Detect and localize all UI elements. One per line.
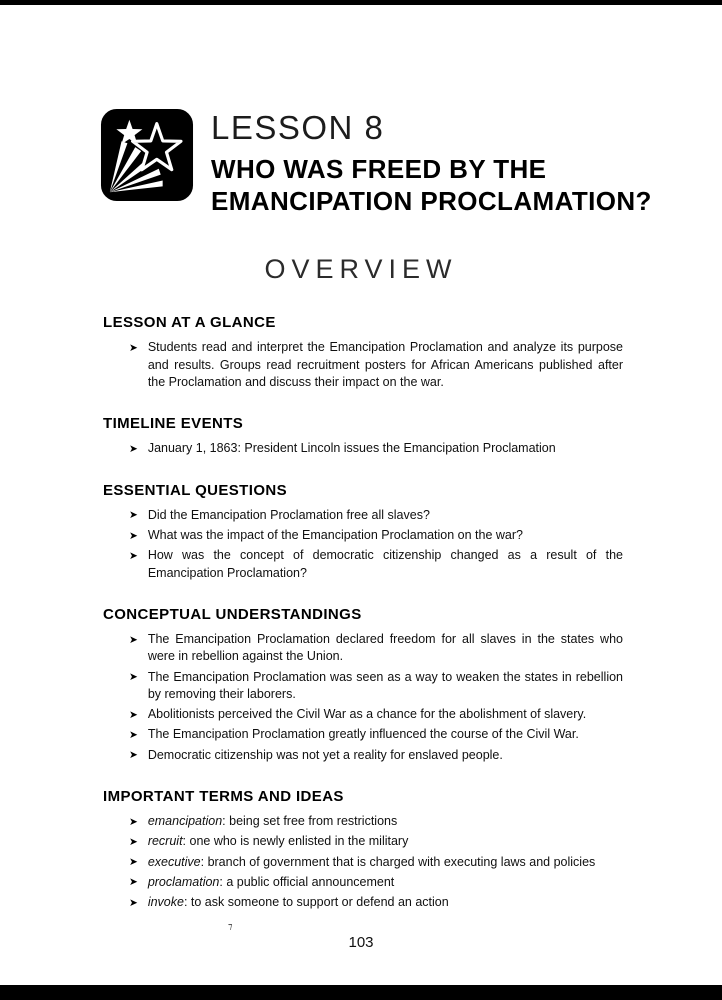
list-item xyxy=(103,339,623,391)
list-item-text: How was the concept of democratic citizenship changed as a result of the Emancipation Proclamation? xyxy=(147,548,623,580)
term-word: invoke xyxy=(147,895,184,909)
list-item xyxy=(103,726,623,743)
term-definition xyxy=(148,854,595,871)
section-heading: ESSENTIAL QUESTIONS xyxy=(103,481,288,499)
list-item-text: Students read and interpret the Emancipation Proclamation and analyze its purpose and results. Groups read recruitment posters for African Americans published after the Proclamation and discuss their impact on the war. xyxy=(147,340,623,389)
term-meaning: : a public official announcement xyxy=(219,874,395,889)
lesson-title-line1: WHO WAS FREED BY THE xyxy=(211,154,547,184)
section-essential-questions xyxy=(103,482,623,582)
term-word: recruit xyxy=(147,834,183,849)
page-content xyxy=(103,314,623,935)
section-timeline-events xyxy=(103,415,623,458)
scan-edge-bottom xyxy=(0,985,722,1000)
bullet-arrow-icon: ➤ xyxy=(129,341,138,354)
term-meaning: : one who is newly enlisted in the military xyxy=(182,834,409,849)
list-item-text: Did the Emancipation Proclamation free all slaves? xyxy=(147,507,430,522)
section-heading: CONCEPTUAL UNDERSTANDINGS xyxy=(103,605,362,623)
bullet-arrow-icon: ➤ xyxy=(129,835,138,848)
term-meaning: : to ask someone to support or defend an action xyxy=(183,895,449,909)
term-word: executive xyxy=(147,854,201,869)
term-definition xyxy=(148,894,449,911)
list-item xyxy=(103,440,623,457)
list-item xyxy=(103,874,623,891)
section-heading: IMPORTANT TERMS AND IDEAS xyxy=(103,787,344,805)
bullet-arrow-icon: ➤ xyxy=(129,749,138,761)
term-definition xyxy=(148,874,394,891)
bullet-arrow-icon: ➤ xyxy=(129,876,138,889)
section-lesson-at-a-glance xyxy=(103,314,623,391)
list-item xyxy=(103,507,623,524)
bullet-arrow-icon: ➤ xyxy=(129,815,138,828)
list-item xyxy=(103,527,623,544)
list-item xyxy=(103,833,623,850)
term-meaning: : being set free from restrictions xyxy=(222,814,398,828)
bullet-arrow-icon: ➤ xyxy=(129,509,138,522)
term-word: proclamation xyxy=(147,874,220,889)
list-item xyxy=(103,747,623,764)
bullet-arrow-icon: ➤ xyxy=(129,671,138,683)
list-item xyxy=(103,631,623,666)
list-item xyxy=(103,669,623,704)
term-definition xyxy=(148,833,409,850)
bullet-arrow-icon: ➤ xyxy=(129,896,138,909)
list-item xyxy=(103,894,623,911)
stray-print-mark: ⁊ xyxy=(228,921,233,931)
term-meaning: : branch of government that is charged with executing laws and policies xyxy=(200,854,596,869)
list-item xyxy=(103,854,623,871)
lesson-titles xyxy=(211,108,652,217)
bullet-arrow-icon: ➤ xyxy=(129,529,138,542)
bullet-arrow-icon: ➤ xyxy=(129,442,138,455)
overview-title: OVERVIEW xyxy=(264,254,458,284)
section-heading: LESSON AT A GLANCE xyxy=(103,314,276,331)
list-item xyxy=(103,706,623,723)
lesson-header xyxy=(100,108,652,217)
list-item-text: January 1, 1863: President Lincoln issues the Emancipation Proclamation xyxy=(147,441,556,456)
section-important-terms xyxy=(103,788,623,912)
list-item-text: The Emancipation Proclamation was seen as a way to weaken the states in rebellion by removing their laborers. xyxy=(147,669,623,701)
list-item xyxy=(103,813,623,830)
bullet-arrow-icon: ➤ xyxy=(129,728,138,741)
bullet-arrow-icon: ➤ xyxy=(129,708,138,721)
page-number: 103 xyxy=(348,934,374,951)
term-definition xyxy=(148,813,397,830)
scan-edge-top xyxy=(0,0,722,5)
section-conceptual-understandings xyxy=(103,606,623,764)
bullet-arrow-icon: ➤ xyxy=(129,633,138,646)
list-item-text: The Emancipation Proclamation greatly influenced the course of the Civil War. xyxy=(147,727,579,742)
bullet-arrow-icon: ➤ xyxy=(129,856,138,868)
bullet-arrow-icon: ➤ xyxy=(129,549,138,562)
term-word: emancipation xyxy=(147,814,223,828)
starburst-logo-icon xyxy=(100,108,194,202)
list-item xyxy=(103,547,623,582)
section-heading: TIMELINE EVENTS xyxy=(103,415,244,432)
lesson-title-line2: EMANCIPATION PROCLAMATION? xyxy=(211,185,652,216)
list-item-text: What was the impact of the Emancipation Proclamation on the war? xyxy=(147,528,524,542)
list-item-text: Abolitionists perceived the Civil War as a chance for the abolishment of slavery. xyxy=(147,707,587,721)
list-item-text: The Emancipation Proclamation declared freedom for all slaves in the states who were in rebellion against the Union. xyxy=(147,632,623,664)
lesson-number: LESSON 8 xyxy=(211,109,385,146)
list-item-text: Democratic citizenship was not yet a reality for enslaved people. xyxy=(147,747,503,762)
